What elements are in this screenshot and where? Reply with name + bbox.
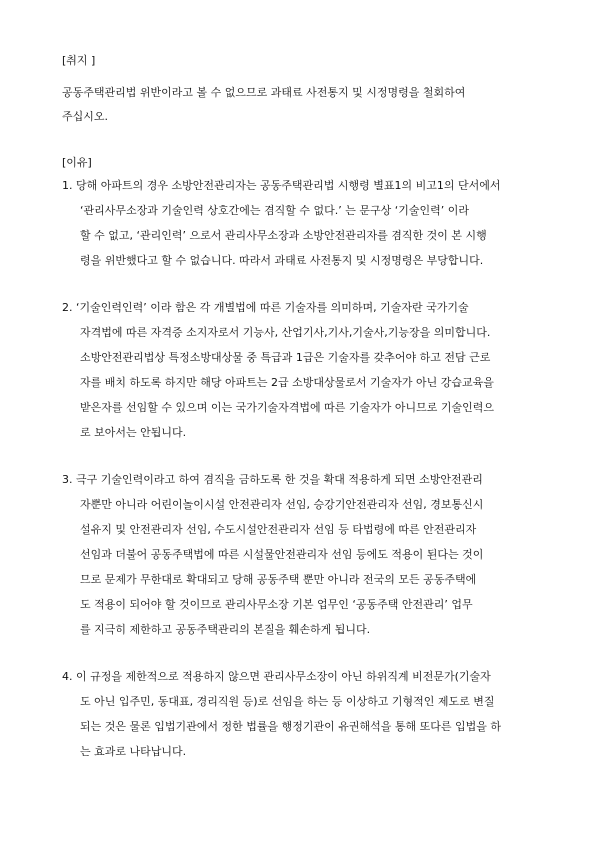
reason-item-3-line: 선임과 더불어 공동주택법에 따른 시설물안전관리자 선임 등에도 적용이 된다는 것이 bbox=[80, 548, 484, 561]
reason-item-4-line: 되는 것은 물론 입법기관에서 정한 법률을 행정기관이 유권해석을 통해 또다른 입법을 하 bbox=[80, 720, 501, 733]
reason-item-1-line: 할 수 없고, ‘관리인력’ 으로서 관리사무소장과 소방안전관리자를 겸직한 것이 본 시행 bbox=[80, 229, 487, 242]
reason-item-4-line: 4. 이 규정을 제한적으로 적용하지 않으면 관리사무소장이 아닌 하위직계 비전문가(기술자 bbox=[62, 670, 491, 683]
purpose-line: 주십시오. bbox=[62, 110, 109, 123]
reason-item-3-line: 자뿐만 아니라 어린이놀이시설 안전관리자 선임, 승강기안전관리자 선임, 경보통신시 bbox=[80, 498, 484, 511]
reason-item-4-line: 는 효과로 나타납니다. bbox=[80, 745, 187, 758]
reason-item-2-line: 로 보아서는 안됩니다. bbox=[80, 426, 187, 439]
reason-item-3-line: 도 적용이 되어야 할 것이므로 관리사무소장 기본 업무인 ‘공동주택 안전관리’ 업무 bbox=[80, 598, 473, 611]
reason-item-3-line: 설유지 및 안전관리자 선임, 수도시설안전관리자 선임 등 타법령에 따른 안전관리자 bbox=[80, 523, 477, 536]
reason-item-2-line: 소방안전관리법상 특정소방대상물 중 특급과 1급은 기술자를 갖추어야 하고 전담 근로 bbox=[80, 351, 491, 364]
purpose-line: 공동주택관리법 위반이라고 볼 수 없으므로 과태료 사전통지 및 시정명령을 철회하여 bbox=[62, 86, 466, 99]
reason-item-1-line: ‘관리사무소장과 기술인력 상호간에는 겸직할 수 없다.’ 는 문구상 ‘기술인력’ 이라 bbox=[80, 204, 469, 217]
reason-heading: [이유] bbox=[62, 156, 92, 169]
reason-item-3-line: 를 지극히 제한하고 공동주택관리의 본질을 훼손하게 됩니다. bbox=[80, 623, 371, 636]
reason-item-1-line: 1. 당해 아파트의 경우 소방안전관리자는 공동주택관리법 시행령 별표1의 비고1의 단서에서 bbox=[62, 179, 501, 192]
purpose-heading: [취지 ] bbox=[62, 54, 96, 67]
reason-item-2-line: 2. ‘기술인력인력’ 이라 함은 각 개별법에 따른 기술자를 의미하며, 기술자란 국가기술 bbox=[62, 301, 469, 314]
reason-item-3-line: 므로 문제가 무한대로 확대되고 당해 공동주택 뿐만 아니라 전국의 모든 공동주택에 bbox=[80, 573, 477, 586]
reason-item-2-line: 자를 배치 하도록 하지만 해당 아파트는 2급 소방대상물로서 기술자가 아닌 강습교육을 bbox=[80, 376, 494, 389]
reason-item-4-line: 도 아닌 입주민, 동대표, 경리직원 등)로 선임을 하는 등 이상하고 기형적인 제도로 변질 bbox=[80, 695, 495, 708]
reason-item-2-line: 자격법에 따른 자격증 소지자로서 기능사, 산업기사,기사,기술사,기능장을 의미합니다. bbox=[80, 326, 491, 339]
reason-item-1-line: 령을 위반했다고 할 수 없습니다. 따라서 과태료 사전통지 및 시정명령은 부당합니다. bbox=[80, 254, 484, 267]
reason-item-2-line: 받은자를 선임할 수 있으며 이는 국가기술자격법에 따른 기술자가 아니므로 기술인력으 bbox=[80, 401, 495, 414]
reason-item-3-line: 3. 극구 기술인력이라고 하여 겸직을 금하도록 한 것을 확대 적용하게 되면 소방안전관리 bbox=[62, 473, 483, 486]
